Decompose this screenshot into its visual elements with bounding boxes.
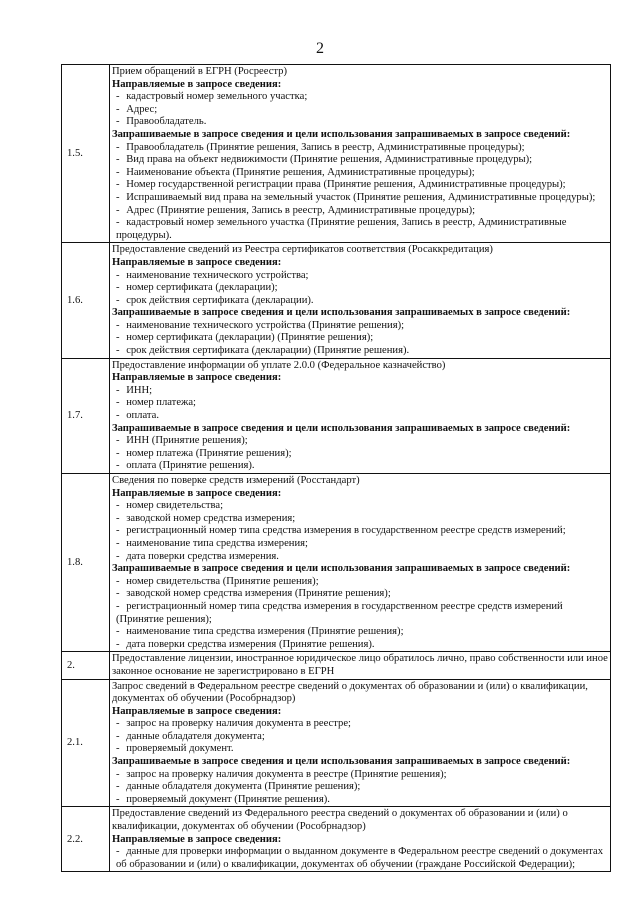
list-item: - номер свидетельства;: [112, 500, 608, 513]
requested-heading: Запрашиваемые в запросе сведения и цели использования запрашиваемых в запросе сведений:: [112, 756, 571, 768]
list-item: - Адрес;: [112, 104, 608, 117]
list-item: - Номер государственной регистрации права (Принятие решения, Административные процедуры);: [112, 179, 608, 192]
page-number: 2: [316, 40, 324, 57]
row-title: Предоставление сведений из Реестра сертификатов соответствия (Росаккредитация): [112, 244, 493, 256]
list-item: - Наименование объекта (Принятие решения, Административные процедуры);: [112, 167, 608, 180]
list-item: - данные обладателя документа;: [112, 731, 608, 744]
row-number: 1.7.: [62, 358, 110, 473]
list-item: - наименование типа средства измерения;: [112, 538, 608, 551]
row-number: 2.: [62, 652, 110, 679]
list-item: - наименование технического устройства (Принятие решения);: [112, 320, 608, 333]
row-content: [110, 65, 611, 243]
table-row: [62, 807, 611, 872]
row-title: Предоставление информации об уплате 2.0.0 (Федеральное казначейство): [112, 359, 446, 371]
list-item: - данные для проверки информации о выданном документе в Федеральном реестре сведений о документах об образовании и (или) о квалификации, документах об обучении (граждане Российской Федерации);: [112, 846, 608, 871]
list-item: - дата поверки средства измерения.: [112, 551, 608, 564]
requested-heading: Запрашиваемые в запросе сведения и цели использования запрашиваемых в запросе сведений:: [112, 563, 571, 575]
list-item: - Адрес (Принятие решения, Запись в реестр, Административные процедуры);: [112, 205, 608, 218]
requested-heading: Запрашиваемые в запросе сведения и цели использования запрашиваемых в запросе сведений:: [112, 307, 571, 319]
sent-heading: Направляемые в запросе сведения:: [112, 256, 282, 268]
list-item: - дата поверки средства измерения (Принятие решения).: [112, 639, 608, 652]
row-number: 1.5.: [62, 65, 110, 243]
requested-heading: Запрашиваемые в запросе сведения и цели использования запрашиваемых в запросе сведений:: [112, 422, 571, 434]
row-content: [110, 652, 611, 679]
list-item: - номер сертификата (декларации) (Принятие решения);: [112, 332, 608, 345]
table-row: [62, 243, 611, 358]
row-content: [110, 807, 611, 872]
list-item: - регистрационный номер типа средства измерения в государственном реестре средств измерений (Принятие решения);: [112, 601, 608, 626]
sent-heading: Направляемые в запросе сведения:: [112, 705, 282, 717]
list-item: - Вид права на объект недвижимости (Принятие решения, Административные процедуры);: [112, 154, 608, 167]
row-title: Прием обращений в ЕГРН (Росреестр): [112, 66, 287, 77]
list-item: - заводской номер средства измерения (Принятие решения);: [112, 588, 608, 601]
requested-heading: Запрашиваемые в запросе сведения и цели использования запрашиваемых в запросе сведений:: [112, 128, 571, 140]
list-item: - Испрашиваемый вид права на земельный участок (Принятие решения, Административные процедуры);: [112, 192, 608, 205]
list-item: - срок действия сертификата (декларации).: [112, 295, 608, 308]
list-item: - номер сертификата (декларации);: [112, 282, 608, 295]
row-content: [110, 474, 611, 652]
sent-heading: Направляемые в запросе сведения:: [112, 372, 282, 384]
row-title: Запрос сведений в Федеральном реестре сведений о документах об образовании и (или) о квалификации, документах об обучении (Рособрнадзор): [112, 680, 588, 705]
list-item: - ИНН (Принятие решения);: [112, 435, 608, 448]
list-item: - наименование типа средства измерения (Принятие решения);: [112, 626, 608, 639]
row-content: [110, 679, 611, 807]
row-content: [110, 358, 611, 473]
row-title: Предоставление сведений из Федерального реестра сведений о документах об образовании и (или) о квалификации, документах об обучении (Рособрнадзор): [112, 808, 568, 833]
list-item: - ИНН;: [112, 385, 608, 398]
sent-heading: Направляемые в запросе сведения:: [112, 833, 282, 845]
list-item: - запрос на проверку наличия документа в реестре;: [112, 718, 608, 731]
sent-heading: Направляемые в запросе сведения:: [112, 487, 282, 499]
list-item: - наименование технического устройства;: [112, 270, 608, 283]
row-number: 1.6.: [62, 243, 110, 358]
row-content: [110, 243, 611, 358]
list-item: - номер платежа;: [112, 397, 608, 410]
list-item: - запрос на проверку наличия документа в реестре (Принятие решения);: [112, 769, 608, 782]
list-item: - оплата (Принятие решения).: [112, 460, 608, 473]
table-row: [62, 679, 611, 807]
requests-table: [61, 64, 611, 872]
row-number: 2.2.: [62, 807, 110, 872]
list-item: - проверяемый документ (Принятие решения).: [112, 794, 608, 807]
list-item: - Правообладатель.: [112, 116, 608, 129]
table-row: [62, 652, 611, 679]
row-number: 1.8.: [62, 474, 110, 652]
list-item: - срок действия сертификата (декларации) (Принятие решения).: [112, 345, 608, 358]
table-row: [62, 358, 611, 473]
row-text: Предоставление лицензии, иностранное юридическое лицо обратилось лично, право собственности или иное законное основание не зарегистрировано в ЕГРН: [112, 653, 608, 677]
row-title: Сведения по поверке средств измерений (Росстандарт): [112, 475, 360, 486]
list-item: - регистрационный номер типа средства измерения в государственном реестре средств измерений;: [112, 525, 608, 538]
list-item: - номер свидетельства (Принятие решения);: [112, 576, 608, 589]
table-row: [62, 474, 611, 652]
list-item: - данные обладателя документа (Принятие решения);: [112, 781, 608, 794]
sent-heading: Направляемые в запросе сведения:: [112, 78, 282, 90]
list-item: - проверяемый документ.: [112, 743, 608, 756]
table-row: [62, 65, 611, 243]
list-item: - кадастровый номер земельного участка;: [112, 91, 608, 104]
list-item: - Правообладатель (Принятие решения, Запись в реестр, Административные процедуры);: [112, 142, 608, 155]
list-item: - оплата.: [112, 410, 608, 423]
list-item: - кадастровый номер земельного участка (Принятие решения, Запись в реестр, Административные процедуры).: [112, 217, 608, 242]
list-item: - номер платежа (Принятие решения);: [112, 448, 608, 461]
row-number: 2.1.: [62, 679, 110, 807]
list-item: - заводской номер средства измерения;: [112, 513, 608, 526]
